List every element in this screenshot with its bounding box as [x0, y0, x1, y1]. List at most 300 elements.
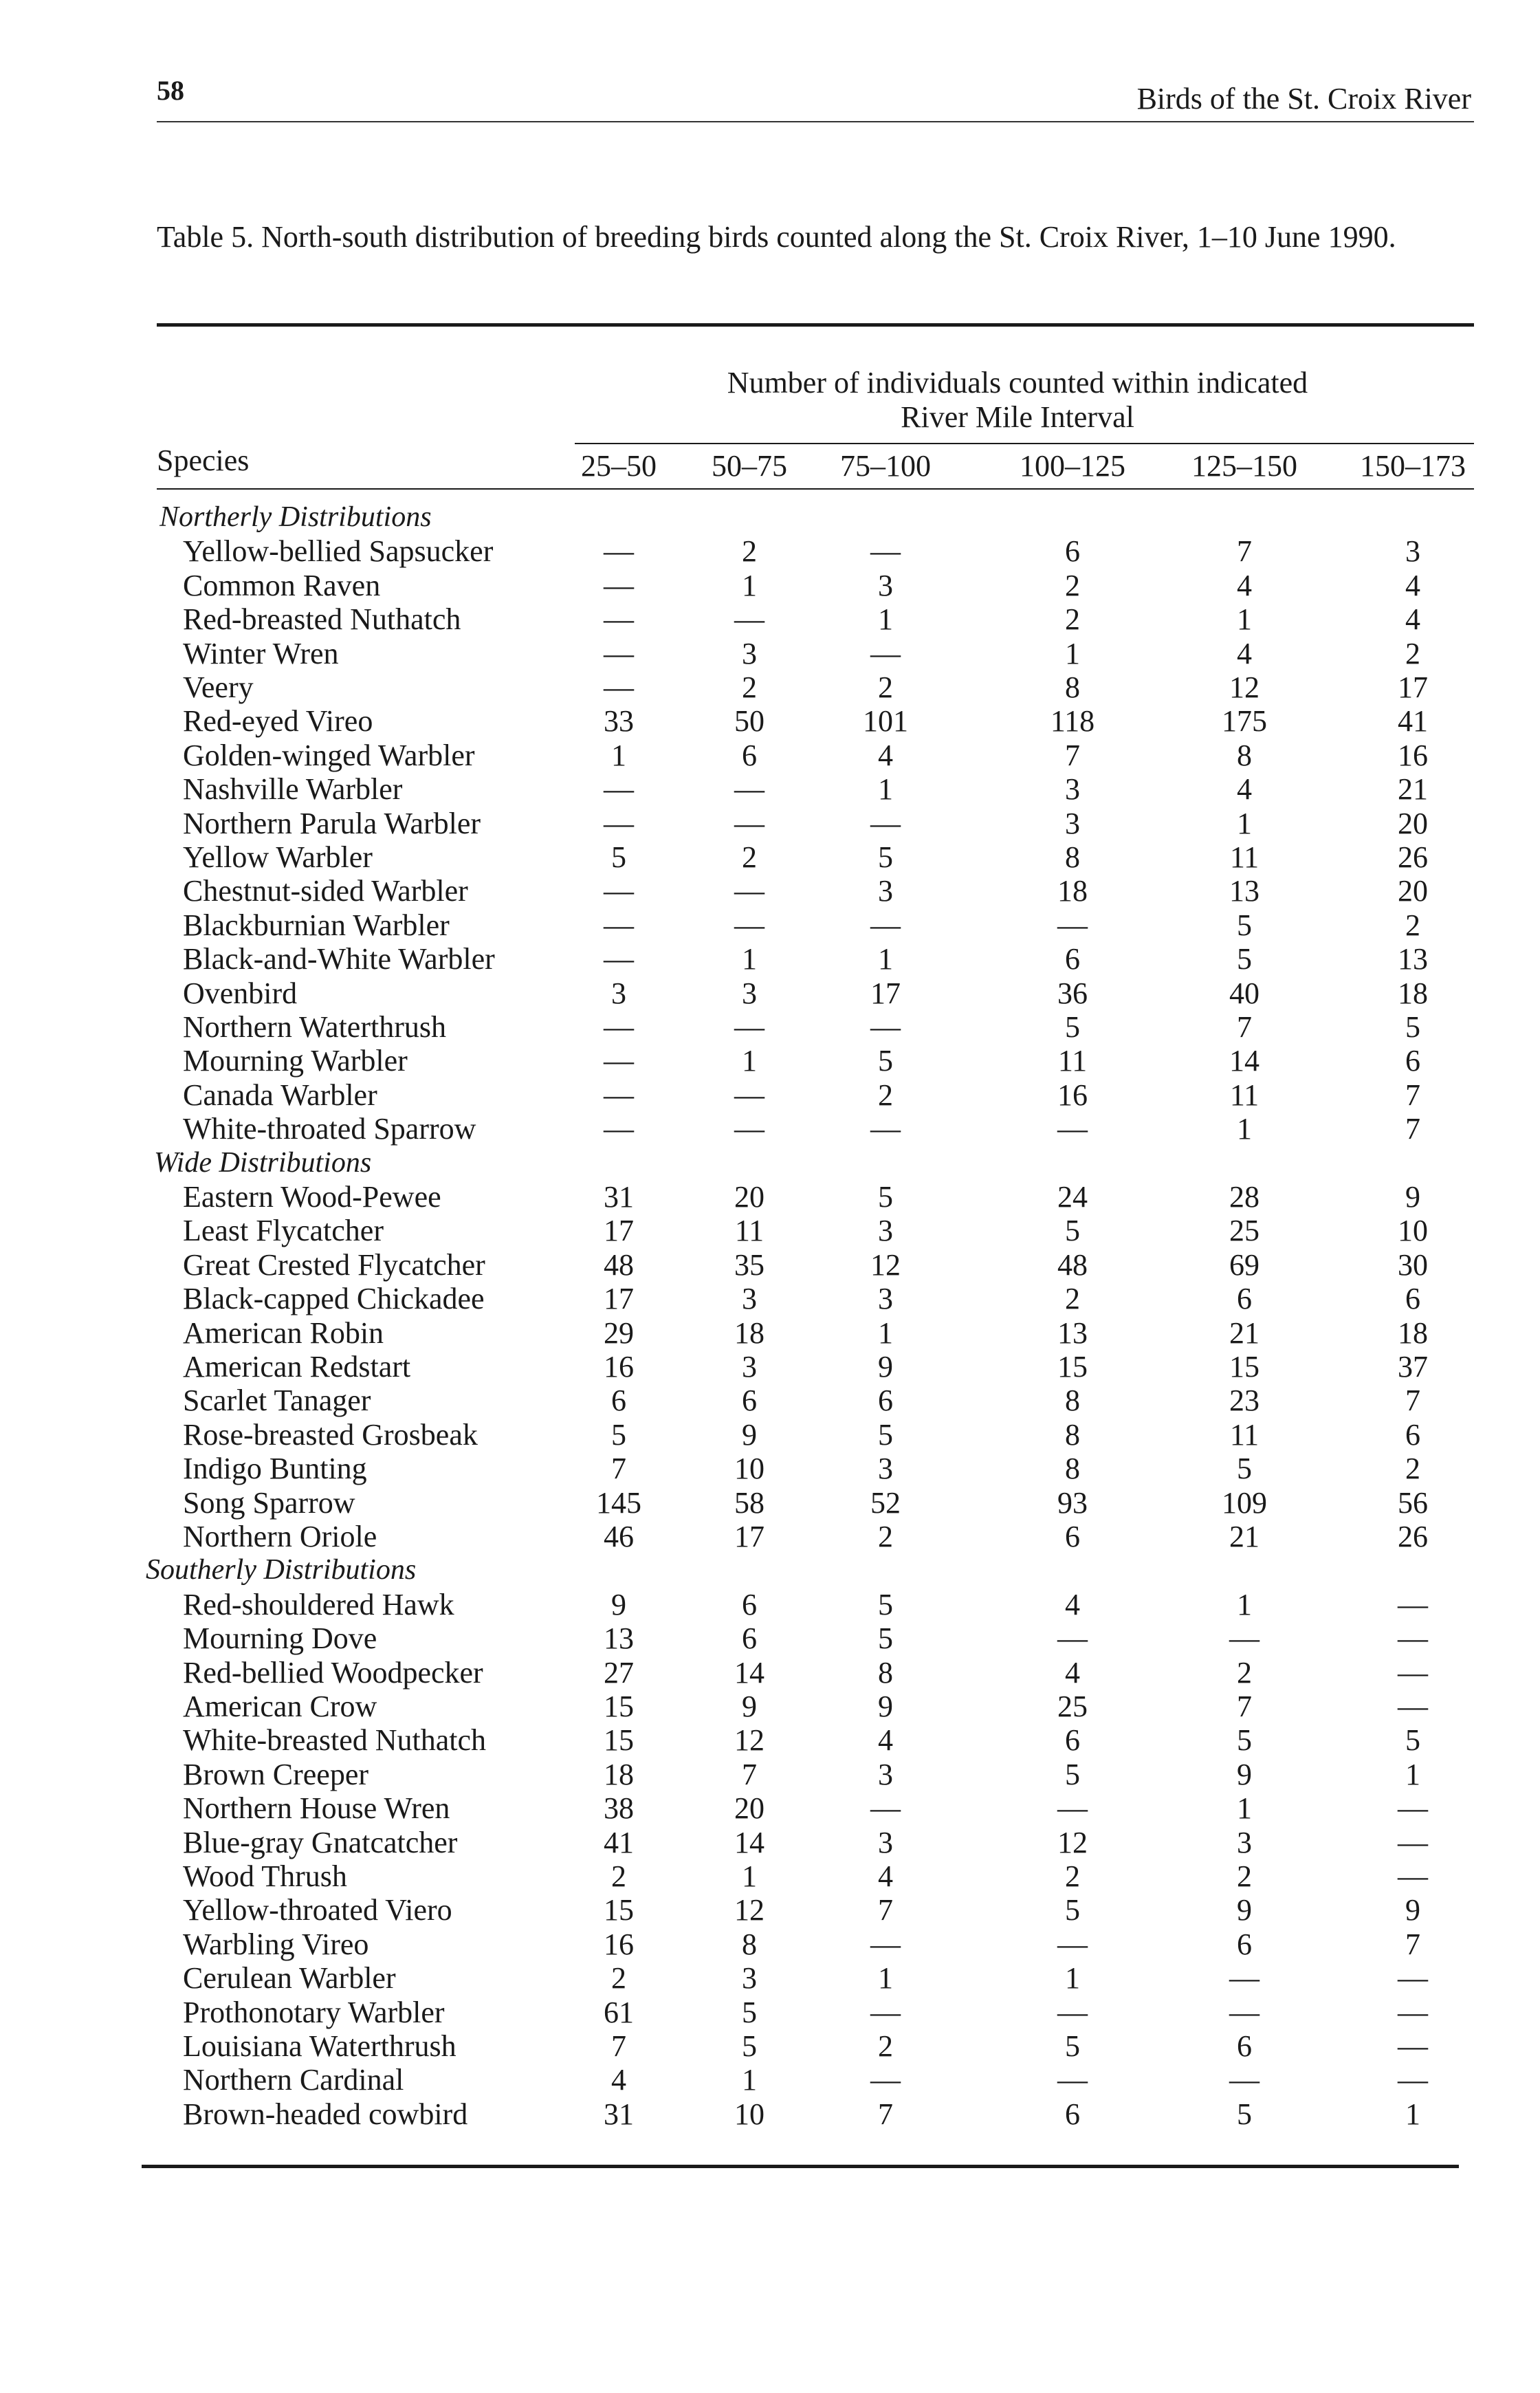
table-row — [0, 1486, 1540, 1520]
count-cell: — — [604, 806, 634, 840]
count-cell: 9 — [1405, 1180, 1420, 1214]
count-cell: 6 — [742, 738, 757, 772]
table-row — [0, 772, 1540, 806]
count-cell: 1 — [742, 1044, 757, 1078]
count-cell: 10 — [734, 1452, 764, 1486]
count-cell: 9 — [742, 1690, 757, 1723]
count-cell: 23 — [1229, 1384, 1260, 1418]
species-name: Canada Warbler — [183, 1078, 377, 1112]
count-cell: 13 — [1057, 1315, 1088, 1350]
count-cell: 5 — [611, 840, 626, 874]
count-cell: 26 — [1398, 1520, 1428, 1553]
species-name: Yellow Warbler — [183, 840, 373, 874]
count-cell: 9 — [1405, 1893, 1420, 1927]
count-cell: — — [1057, 1621, 1088, 1656]
count-cell: — — [734, 1078, 764, 1112]
count-cell: 145 — [596, 1485, 641, 1520]
count-cell: — — [604, 534, 634, 569]
count-cell: — — [1057, 1791, 1088, 1826]
count-cell: 18 — [1057, 874, 1088, 908]
count-cell: 118 — [1050, 704, 1095, 739]
count-cell: 1 — [1405, 1757, 1420, 1791]
count-cell: 4 — [1237, 636, 1252, 670]
count-cell: 1 — [742, 568, 757, 602]
table-row — [0, 569, 1540, 602]
count-cell: 37 — [1398, 1350, 1428, 1384]
table-row — [0, 2029, 1540, 2063]
count-cell: 1 — [878, 602, 893, 637]
species-name: Mourning Dove — [183, 1621, 377, 1656]
count-cell: 2 — [1065, 1859, 1080, 1893]
species-name: Prothonotary Warbler — [183, 1995, 445, 2029]
count-cell: 8 — [1065, 1417, 1080, 1452]
table-row — [0, 1316, 1540, 1350]
count-cell: — — [1229, 2063, 1260, 2097]
count-cell: 9 — [1237, 1893, 1252, 1927]
count-cell: 4 — [1065, 1655, 1080, 1690]
species-name: Northern Oriole — [183, 1520, 377, 1553]
species-name: Song Sparrow — [183, 1485, 355, 1520]
count-cell: 2 — [611, 1859, 626, 1893]
count-cell: 5 — [1237, 1723, 1252, 1758]
column-heading: 100–125 — [1020, 449, 1125, 483]
species-name: Northern Parula Warbler — [183, 806, 481, 840]
count-cell: 15 — [604, 1723, 634, 1758]
count-cell: 38 — [604, 1791, 634, 1826]
count-cell: 14 — [734, 1655, 764, 1690]
count-cell: 48 — [1057, 1247, 1088, 1282]
count-cell: 2 — [1065, 568, 1080, 602]
count-cell: — — [870, 908, 901, 942]
count-cell: 2 — [1065, 1282, 1080, 1316]
count-cell: 7 — [742, 1757, 757, 1791]
count-cell: — — [734, 908, 764, 942]
species-name: Rose-breasted Grosbeak — [183, 1417, 478, 1452]
count-cell: — — [870, 636, 901, 670]
species-name: Northern Cardinal — [183, 2063, 404, 2097]
table-row — [0, 1791, 1540, 1825]
count-cell: 31 — [604, 1180, 634, 1214]
count-cell: 6 — [1405, 1417, 1420, 1452]
count-cell: — — [870, 1995, 901, 2029]
table-row — [0, 1893, 1540, 1927]
table-row — [0, 807, 1540, 840]
count-cell: 31 — [604, 2097, 634, 2131]
count-cell: — — [1057, 1995, 1088, 2029]
count-cell: 17 — [734, 1520, 764, 1553]
count-cell: 17 — [870, 976, 901, 1010]
count-cell: 1 — [1065, 1961, 1080, 1996]
count-cell: 3 — [742, 1350, 757, 1384]
count-cell: 4 — [878, 738, 893, 772]
count-cell: — — [1398, 1961, 1428, 1996]
count-cell: 35 — [734, 1247, 764, 1282]
count-cell: 24 — [1057, 1180, 1088, 1214]
count-cell: 2 — [1405, 636, 1420, 670]
count-cell: — — [1398, 2029, 1428, 2063]
table-row — [0, 1859, 1540, 1893]
table-row — [0, 1384, 1540, 1417]
count-cell: 20 — [734, 1791, 764, 1826]
count-cell: 41 — [1398, 704, 1428, 739]
count-cell: 3 — [878, 1214, 893, 1248]
count-cell: 15 — [604, 1690, 634, 1723]
table-row — [0, 602, 1540, 636]
species-name: White-breasted Nuthatch — [183, 1723, 487, 1758]
count-cell: — — [604, 908, 634, 942]
count-cell: 6 — [1405, 1282, 1420, 1316]
species-name: Eastern Wood-Pewee — [183, 1180, 441, 1214]
count-cell: 2 — [878, 670, 893, 704]
count-cell: 8 — [1065, 840, 1080, 874]
species-name: Mourning Warbler — [183, 1044, 408, 1078]
count-cell: 16 — [1398, 738, 1428, 772]
count-cell: 21 — [1229, 1315, 1260, 1350]
count-cell: 109 — [1222, 1485, 1267, 1520]
count-cell: 1 — [878, 1315, 893, 1350]
species-name: Warbling Vireo — [183, 1927, 369, 1961]
header-rule — [157, 121, 1474, 122]
table-caption: Table 5. North-south distribution of breeding birds counted along the St. Croix River, 1–10 June 1990. — [157, 220, 1396, 254]
count-cell: 5 — [742, 1995, 757, 2029]
table-row — [0, 1044, 1540, 1078]
count-cell: 8 — [1065, 1452, 1080, 1486]
count-cell: 175 — [1222, 704, 1267, 739]
count-cell: — — [1398, 1690, 1428, 1723]
count-cell: — — [604, 1112, 634, 1146]
count-cell: 2 — [878, 1520, 893, 1553]
count-cell: 6 — [1237, 1282, 1252, 1316]
count-cell: 3 — [611, 976, 626, 1010]
column-heading: 150–173 — [1360, 449, 1466, 483]
species-name: White-throated Sparrow — [183, 1112, 476, 1146]
table-row — [0, 1248, 1540, 1282]
count-cell: 5 — [1237, 942, 1252, 976]
count-cell: 1 — [1237, 806, 1252, 840]
count-cell: 9 — [878, 1350, 893, 1384]
species-name: Red-breasted Nuthatch — [183, 602, 461, 637]
count-cell: 52 — [870, 1485, 901, 1520]
count-cell: 7 — [1237, 1010, 1252, 1044]
count-cell: 14 — [1229, 1044, 1260, 1078]
count-cell: 1 — [742, 1859, 757, 1893]
count-cell: 1 — [1237, 1112, 1252, 1146]
count-cell: 5 — [742, 2029, 757, 2063]
species-name: Northern Waterthrush — [183, 1010, 446, 1044]
table-row — [0, 1826, 1540, 1859]
count-cell: 9 — [742, 1417, 757, 1452]
count-cell: 6 — [1065, 534, 1080, 569]
count-cell: 6 — [1237, 1927, 1252, 1961]
count-cell: 61 — [604, 1995, 634, 2029]
count-cell: — — [1229, 1995, 1260, 2029]
table-bottom-rule — [142, 2165, 1459, 2168]
count-cell: 9 — [878, 1690, 893, 1723]
count-cell: — — [734, 874, 764, 908]
count-cell: 16 — [604, 1927, 634, 1961]
count-cell: 56 — [1398, 1485, 1428, 1520]
count-cell: — — [604, 942, 634, 976]
table-row — [0, 1520, 1540, 1553]
count-cell: — — [1057, 2063, 1088, 2097]
count-cell: 3 — [1237, 1825, 1252, 1859]
table-row — [0, 840, 1540, 874]
count-cell: 7 — [1237, 1690, 1252, 1723]
count-cell: — — [1398, 2063, 1428, 2097]
count-cell: 8 — [1237, 738, 1252, 772]
table-row — [0, 637, 1540, 670]
count-cell: 5 — [1405, 1010, 1420, 1044]
species-name: Veery — [183, 670, 254, 704]
count-cell: — — [734, 772, 764, 807]
count-cell: 27 — [604, 1655, 634, 1690]
count-cell: 1 — [742, 2063, 757, 2097]
count-cell: 40 — [1229, 976, 1260, 1010]
species-name: Great Crested Flycatcher — [183, 1247, 485, 1282]
count-cell: 11 — [734, 1214, 764, 1248]
count-cell: 7 — [1405, 1112, 1420, 1146]
count-cell: — — [870, 1010, 901, 1044]
count-cell: 2 — [742, 534, 757, 569]
table-row — [0, 1350, 1540, 1384]
count-cell: 18 — [1398, 976, 1428, 1010]
count-cell: 2 — [878, 2029, 893, 2063]
count-cell: 14 — [734, 1825, 764, 1859]
table-row — [0, 1078, 1540, 1112]
count-cell: — — [870, 1791, 901, 1826]
count-cell: 11 — [1229, 1078, 1260, 1112]
table-row — [0, 2097, 1540, 2131]
species-name: American Redstart — [183, 1350, 411, 1384]
count-cell: 1 — [1065, 636, 1080, 670]
count-cell: 2 — [1065, 602, 1080, 637]
count-cell: 18 — [604, 1757, 634, 1791]
count-cell: — — [734, 602, 764, 637]
species-name: Black-capped Chickadee — [183, 1282, 485, 1316]
count-cell: 7 — [1405, 1078, 1420, 1112]
count-cell: 5 — [1065, 2029, 1080, 2063]
count-cell: 4 — [1237, 772, 1252, 807]
count-cell: 1 — [878, 1961, 893, 1996]
count-cell: 6 — [1065, 942, 1080, 976]
count-cell: 3 — [742, 636, 757, 670]
table-row — [0, 1927, 1540, 1961]
table-row — [0, 1758, 1540, 1791]
count-cell: 2 — [1237, 1859, 1252, 1893]
count-cell: 5 — [1065, 1893, 1080, 1927]
count-cell: 5 — [878, 1587, 893, 1621]
species-name: American Robin — [183, 1315, 384, 1350]
count-cell: 6 — [878, 1384, 893, 1418]
count-cell: — — [870, 1927, 901, 1961]
column-heading: 25–50 — [581, 449, 657, 483]
count-cell: 17 — [604, 1282, 634, 1316]
table-row — [0, 1961, 1540, 1995]
count-cell: 2 — [1237, 1655, 1252, 1690]
count-cell: — — [1398, 1791, 1428, 1826]
count-cell: — — [734, 1112, 764, 1146]
species-name: Northern House Wren — [183, 1791, 450, 1826]
count-cell: 5 — [611, 1417, 626, 1452]
count-cell: 5 — [1237, 1452, 1252, 1486]
count-cell: 5 — [1065, 1214, 1080, 1248]
count-cell: 2 — [611, 1961, 626, 1996]
count-cell: — — [870, 534, 901, 569]
count-cell: 20 — [1398, 806, 1428, 840]
count-cell: 30 — [1398, 1247, 1428, 1282]
group-heading-line1: Number of individuals counted within indicated — [727, 366, 1308, 400]
species-name: Louisiana Waterthrush — [183, 2029, 456, 2063]
count-cell: — — [870, 806, 901, 840]
count-cell: — — [1398, 1825, 1428, 1859]
table-row — [0, 874, 1540, 908]
count-cell: — — [1398, 1995, 1428, 2029]
count-cell: 4 — [878, 1859, 893, 1893]
count-cell: 5 — [878, 1180, 893, 1214]
count-cell: 6 — [1237, 2029, 1252, 2063]
count-cell: 101 — [863, 704, 908, 739]
count-cell: 16 — [1057, 1078, 1088, 1112]
count-cell: 4 — [878, 1723, 893, 1758]
count-cell: 10 — [1398, 1214, 1428, 1248]
species-name: Brown-headed cowbird — [183, 2097, 468, 2131]
table-row — [0, 1996, 1540, 2029]
count-cell: 33 — [604, 704, 634, 739]
count-cell: — — [1057, 908, 1088, 942]
count-cell: 3 — [1065, 772, 1080, 807]
species-name: Golden-winged Warbler — [183, 738, 475, 772]
species-name: Red-shouldered Hawk — [183, 1587, 454, 1621]
count-cell: 1 — [878, 942, 893, 976]
count-cell: 7 — [611, 2029, 626, 2063]
count-cell: 4 — [1065, 1587, 1080, 1621]
count-cell: 4 — [1237, 568, 1252, 602]
count-cell: 2 — [1405, 908, 1420, 942]
count-cell: 5 — [1237, 908, 1252, 942]
table-row — [0, 1588, 1540, 1621]
count-cell: 3 — [878, 568, 893, 602]
count-cell: 3 — [742, 1961, 757, 1996]
count-cell: 5 — [1065, 1757, 1080, 1791]
count-cell: 3 — [742, 1282, 757, 1316]
count-cell: 15 — [1057, 1350, 1088, 1384]
count-cell: 6 — [1065, 1520, 1080, 1553]
table-row — [0, 1621, 1540, 1655]
count-cell: 46 — [604, 1520, 634, 1553]
count-cell: 1 — [1237, 1587, 1252, 1621]
count-cell: 11 — [1229, 840, 1260, 874]
count-cell: 6 — [742, 1587, 757, 1621]
count-cell: 5 — [1405, 1723, 1420, 1758]
count-cell: 3 — [878, 1757, 893, 1791]
count-cell: 8 — [742, 1927, 757, 1961]
count-cell: — — [1398, 1859, 1428, 1893]
count-cell: 1 — [1237, 1791, 1252, 1826]
count-cell: 26 — [1398, 840, 1428, 874]
count-cell: 3 — [878, 1282, 893, 1316]
section-heading: Southerly Distributions — [146, 1554, 417, 1586]
count-cell: 7 — [1405, 1384, 1420, 1418]
count-cell: 2 — [1405, 1452, 1420, 1486]
count-cell: 9 — [1237, 1757, 1252, 1791]
count-cell: 3 — [878, 874, 893, 908]
species-name: Blue-gray Gnatcatcher — [183, 1825, 458, 1859]
count-cell: 13 — [604, 1621, 634, 1656]
count-cell: 13 — [1398, 942, 1428, 976]
species-name: Black-and-White Warbler — [183, 942, 495, 976]
count-cell: — — [734, 1010, 764, 1044]
count-cell: 25 — [1229, 1214, 1260, 1248]
table-row — [0, 908, 1540, 942]
species-name: Brown Creeper — [183, 1757, 369, 1791]
count-cell: 12 — [1057, 1825, 1088, 1859]
count-cell: — — [604, 874, 634, 908]
table-row — [0, 1452, 1540, 1485]
count-cell: 5 — [878, 840, 893, 874]
count-cell: 1 — [1237, 602, 1252, 637]
count-cell: 4 — [1405, 568, 1420, 602]
count-cell: 41 — [604, 1825, 634, 1859]
table-row — [0, 1010, 1540, 1044]
count-cell: 28 — [1229, 1180, 1260, 1214]
column-heading-rule — [157, 488, 1474, 490]
count-cell: — — [1229, 1961, 1260, 1996]
count-cell: — — [604, 602, 634, 637]
count-cell: 7 — [1237, 534, 1252, 569]
count-cell: 93 — [1057, 1485, 1088, 1520]
table-row — [0, 1112, 1540, 1146]
count-cell: 7 — [878, 1893, 893, 1927]
count-cell: — — [870, 1112, 901, 1146]
count-cell: 12 — [734, 1893, 764, 1927]
count-cell: 69 — [1229, 1247, 1260, 1282]
count-cell: 8 — [878, 1655, 893, 1690]
species-name: Yellow-bellied Sapsucker — [183, 534, 494, 569]
species-name: Wood Thrush — [183, 1859, 347, 1893]
species-name: Ovenbird — [183, 976, 298, 1010]
count-cell: 50 — [734, 704, 764, 739]
count-cell: 20 — [734, 1180, 764, 1214]
species-name: Chestnut-sided Warbler — [183, 874, 468, 908]
species-name: Nashville Warbler — [183, 772, 403, 807]
species-name: Red-eyed Vireo — [183, 704, 373, 739]
section-heading: Wide Distributions — [154, 1146, 372, 1179]
count-cell: 3 — [878, 1452, 893, 1486]
count-cell: — — [604, 1010, 634, 1044]
count-cell: 48 — [604, 1247, 634, 1282]
count-cell: 6 — [1065, 2097, 1080, 2131]
count-cell: 17 — [604, 1214, 634, 1248]
count-cell: 17 — [1398, 670, 1428, 704]
count-cell: 58 — [734, 1485, 764, 1520]
count-cell: 15 — [1229, 1350, 1260, 1384]
species-name: Scarlet Tanager — [183, 1384, 371, 1418]
count-cell: — — [604, 772, 634, 807]
species-name: Blackburnian Warbler — [183, 908, 450, 942]
count-cell: 6 — [742, 1621, 757, 1656]
count-cell: 3 — [878, 1825, 893, 1859]
count-cell: 6 — [742, 1384, 757, 1418]
species-name: Common Raven — [183, 568, 381, 602]
species-heading: Species — [157, 444, 250, 477]
table-row — [0, 1214, 1540, 1247]
count-cell: 5 — [878, 1417, 893, 1452]
count-cell: — — [1398, 1655, 1428, 1690]
count-cell: 2 — [878, 1078, 893, 1112]
count-cell: 1 — [878, 772, 893, 807]
count-cell: 13 — [1229, 874, 1260, 908]
species-name: Yellow-throated Viero — [183, 1893, 452, 1927]
